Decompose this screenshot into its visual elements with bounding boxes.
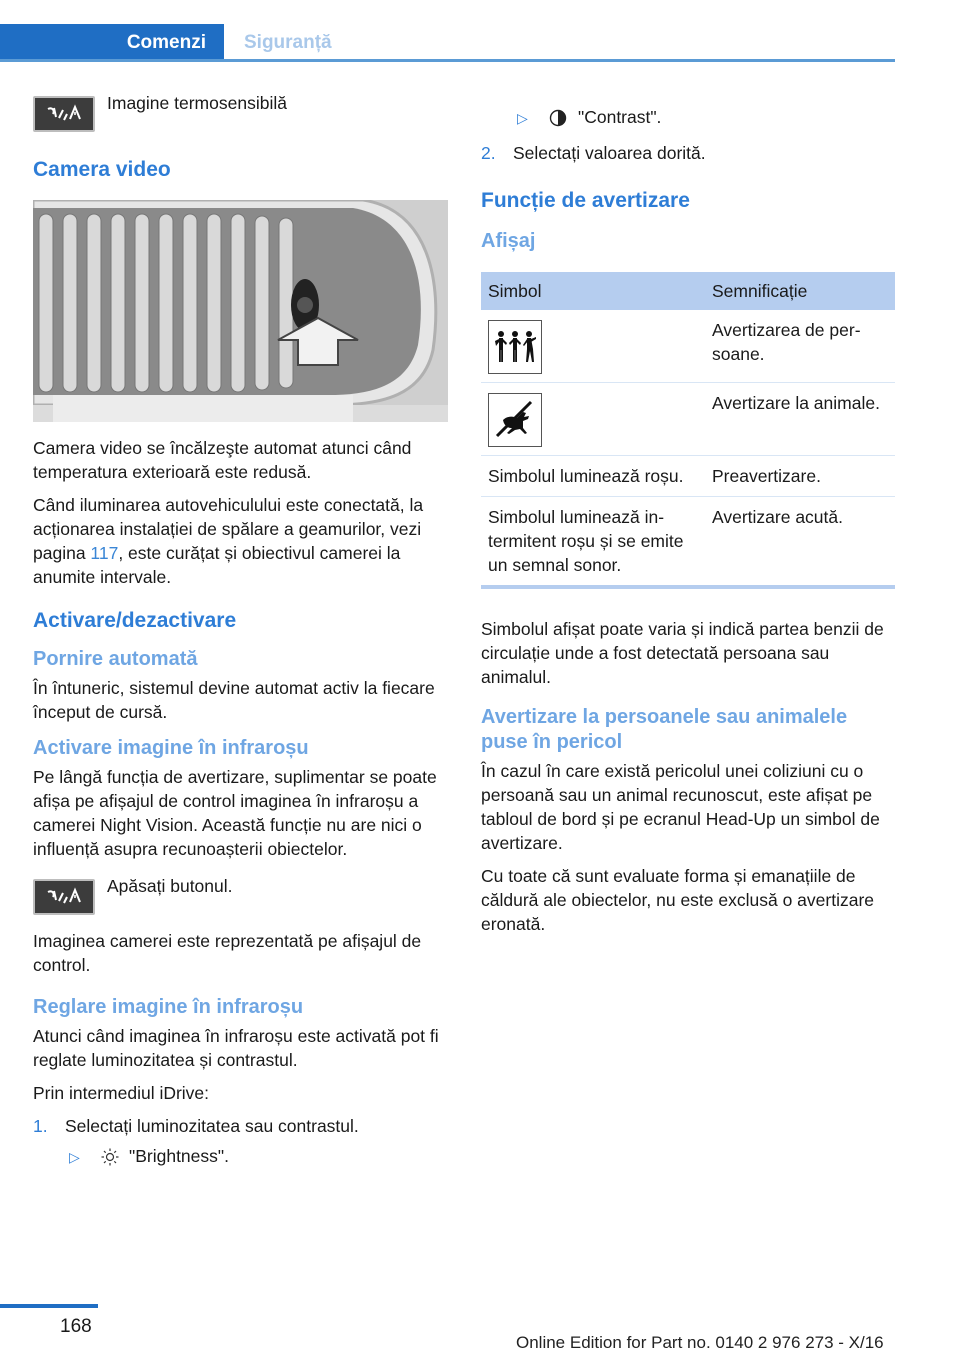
camera-heading: Camera video	[33, 158, 171, 181]
header-tabs	[0, 24, 895, 62]
danger-paragraph-2: Cu toate că sunt evaluate forma și emanațiile de căldură ale obiectelor, nu este exclusă o avertizare eronată.	[481, 866, 875, 934]
step-2: 2. Selectați valoarea dorită.	[481, 143, 706, 163]
brightness-option[interactable]	[33, 1144, 449, 1170]
auto-paragraph: În întuneric, sistemul devine automat activ la fiecare început de cursă.	[33, 678, 435, 722]
step-1: 1. Selectați luminozitatea sau contrastul.	[33, 1116, 359, 1136]
night-vision-button-icon[interactable]	[33, 879, 95, 915]
danger-heading: Avertizare la persoanele sau animalele puse în pericol	[481, 706, 848, 753]
adjust-paragraph: Atunci când imaginea în infraroșu este activată pot fi reglate luminozitatea și contrastul.	[33, 1026, 439, 1070]
edition-footer: Online Edition for Part no. 0140 2 976 273 - X/16	[516, 1333, 884, 1352]
tab-comenzi[interactable]: Comenzi	[0, 24, 224, 62]
persons-warning-icon	[488, 320, 542, 374]
danger-paragraph-1: În cazul în care există pericolul unei coliziuni cu o persoană sau un animal recunoscut, este afișat pe tabloul de bord și pe ecranul Head-Up un simbol de avertizare.	[481, 761, 880, 853]
activation-heading: Activare/dezactivare	[33, 609, 237, 632]
night-vision-button-icon[interactable]	[33, 96, 95, 132]
camera-grille-photo	[33, 200, 448, 422]
pre-warning-symbol: Simbolul luminează roșu.	[481, 456, 705, 497]
table-row	[481, 310, 895, 383]
table-row	[481, 383, 895, 456]
adjust-heading: Reglare imagine în infraroșu	[33, 996, 304, 1018]
steps-list-continued	[481, 141, 895, 165]
acute-warning-symbol: Simbolul luminează intermitent roșu și se emite un semnal sonor.	[481, 497, 705, 588]
thermal-button-row	[33, 81, 449, 132]
pre-warning-meaning: Preavertizare.	[705, 456, 895, 497]
table-row	[481, 497, 895, 588]
acute-warning-meaning: Avertizare acută.	[705, 497, 895, 588]
tab-siguranta[interactable]: Siguranță	[244, 32, 332, 53]
right-column	[481, 95, 895, 945]
animal-warning-icon	[488, 393, 542, 447]
brightness-icon	[101, 1148, 119, 1172]
symbol-paragraph: Simbolul afișat poate varia și indică partea benzii de circulație unde a fost detectată persoana sau animalul.	[481, 619, 884, 687]
symbol-table	[481, 272, 895, 589]
press-button-row	[33, 864, 449, 915]
triangle-right-icon: ▷	[69, 1149, 80, 1165]
display-heading: Afișaj	[481, 230, 536, 252]
footer-rule	[0, 1304, 98, 1308]
header-rule	[0, 59, 895, 62]
table-row	[481, 456, 895, 497]
infrared-heading: Activare imagine în infraroșu	[33, 737, 309, 759]
left-column	[33, 95, 449, 1180]
thermal-button-label: Imagine termosensibilă	[107, 93, 287, 113]
auto-heading: Pornire automată	[33, 648, 198, 670]
steps-list	[33, 1114, 449, 1138]
contrast-label: "Contrast".	[578, 107, 662, 127]
page-link[interactable]: 117	[90, 543, 119, 563]
press-button-label: Apăsați butonul.	[107, 876, 233, 896]
contrast-icon	[549, 109, 567, 133]
col-symbol-header: Simbol	[481, 272, 705, 310]
persons-meaning: Avertizarea de persoane.	[705, 310, 895, 383]
contrast-option[interactable]	[481, 105, 895, 131]
camera-paragraph-2: Când iluminarea autovehiculului este conectată, la acționarea instalației de spălare a geamurilor, vezi pagina 117, este curățat și obiectivul camerei la anumite intervale.	[33, 495, 424, 587]
col-meaning-header: Semnificație	[705, 272, 895, 310]
camera-display-paragraph: Imaginea camerei este reprezentată pe afișajul de control.	[33, 931, 422, 975]
camera-paragraph-1: Camera video se încălzeşte automat atunci când temperatura exterioară este redusă.	[33, 438, 412, 482]
triangle-right-icon: ▷	[517, 110, 528, 126]
infrared-paragraph: Pe lângă funcția de avertizare, suplimentar se poate afișa pe afișajul de control imaginea în infraroșu a camerei Night Vision. Această funcție nu are nici o influență asupra recunoașterii obiectelor.	[33, 767, 437, 859]
page-number: 168	[60, 1316, 92, 1337]
table-header-row	[481, 272, 895, 310]
idrive-paragraph: Prin intermediul iDrive:	[33, 1083, 210, 1103]
brightness-label: "Brightness".	[129, 1146, 229, 1166]
animal-meaning: Avertizare la animale.	[705, 383, 895, 456]
warning-heading: Funcție de avertizare	[481, 189, 690, 212]
